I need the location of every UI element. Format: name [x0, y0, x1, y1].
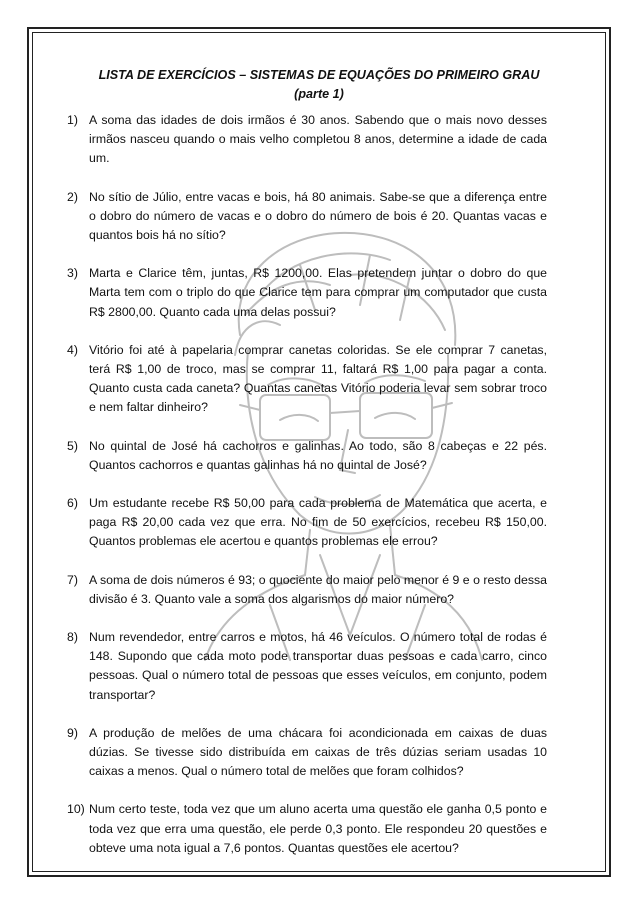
exercise-number: 3): [67, 266, 78, 281]
exercise-number: 7): [67, 572, 78, 587]
exercise-6: [67, 494, 547, 552]
title-line-1: LISTA DE EXERCÍCIOS – SISTEMAS DE EQUAÇÕES DO PRIMEIRO GRAU: [98, 68, 540, 82]
exercise-number: 6): [67, 496, 78, 511]
exercise-number: 1): [67, 113, 78, 127]
exercise-text: No sítio de Júlio, entre vacas e bois, há 80 animais. Sabe-se que a diferença entre o dobro do número de vacas e o dobro do número de bois é 20. Quantas vacas e quantos bois há no sítio?: [89, 189, 547, 243]
exercise-text: No quintal de José há cachorros e galinhas. Ao todo, são 8 cabeças e 22 pés. Quantos cachorros e quantas galinhas há no quintal de José?: [89, 438, 547, 472]
exercise-9: [67, 724, 547, 782]
exercise-number: 8): [67, 630, 78, 645]
exercise-1: [67, 111, 547, 169]
title-line-2: (parte 1): [294, 87, 344, 101]
exercise-2: [67, 188, 547, 246]
exercise-number: 4): [67, 342, 78, 357]
exercise-number: 5): [67, 438, 78, 453]
exercise-10: [67, 800, 547, 858]
exercise-number: 10): [67, 802, 85, 817]
worksheet-title: [60, 66, 578, 104]
exercise-5: [67, 437, 547, 475]
exercise-list: [67, 111, 547, 858]
exercise-text: A soma de dois números é 93; o quociente do maior pelo menor é 9 e o resto dessa divisão é 3. Quanto vale a soma dos algarismos do maior número?: [89, 572, 547, 606]
exercise-number: 2): [67, 189, 78, 204]
exercise-8: [67, 628, 547, 705]
exercise-text: Marta e Clarice têm, juntas, R$ 1200,00. Elas pretendem juntar o dobro do que Marta tem com o triplo do que Clarice tem para comprar um computador que custa R$ 2800,00. Quanto cada uma delas possui?: [89, 266, 547, 319]
exercise-text: A produção de melões de uma chácara foi acondicionada em caixas de duas dúzias. Se tivesse sido distribuída em caixas de três dúzias seriam usadas 10 caixas a menos. Qual o número total de melões que foram colhidos?: [89, 725, 547, 779]
exercise-text: A soma das idades de dois irmãos é 30 anos. Sabendo que o mais novo desses irmãos nasceu quando o mais velho completou 8 anos, determine a idade de cada um.: [89, 113, 547, 166]
exercise-text: Num revendedor, entre carros e motos, há 46 veículos. O número total de rodas é 148. Supondo que cada moto pode transportar duas pessoas e cada carro, cinco pessoas. Qual o número total de pessoas que esses veículos, em conjunto, podem transportar?: [89, 630, 547, 702]
exercise-3: [67, 264, 547, 322]
exercise-7: [67, 571, 547, 609]
exercise-text: Vitório foi até à papelaria comprar canetas coloridas. Se ele comprar 7 canetas, terá R$ 1,00 de troco, mas se comprar 11, faltará R$ 1,00 para pagar a conta. Quanto custa cada caneta? Quantas canetas Vitório poderia levar sem sobrar troco e nem faltar dinheiro?: [89, 342, 547, 415]
exercise-text: Num certo teste, toda vez que um aluno acerta uma questão ele ganha 0,5 ponto e toda vez que erra uma questão, ele perde 0,3 ponto. Ele respondeu 20 questões e obteve uma nota igual a 7,6 pontos. Quantas questões ele acertou?: [89, 802, 547, 855]
exercise-4: [67, 341, 547, 418]
exercise-number: 9): [67, 725, 78, 740]
exercise-text: Um estudante recebe R$ 50,00 para cada problema de Matemática que acerta, e paga R$ 20,00 cada vez que erra. No fim de 50 exercícios, recebeu R$ 150,00. Quantos problemas ele acertou e quantos problemas ele errou?: [89, 496, 547, 549]
